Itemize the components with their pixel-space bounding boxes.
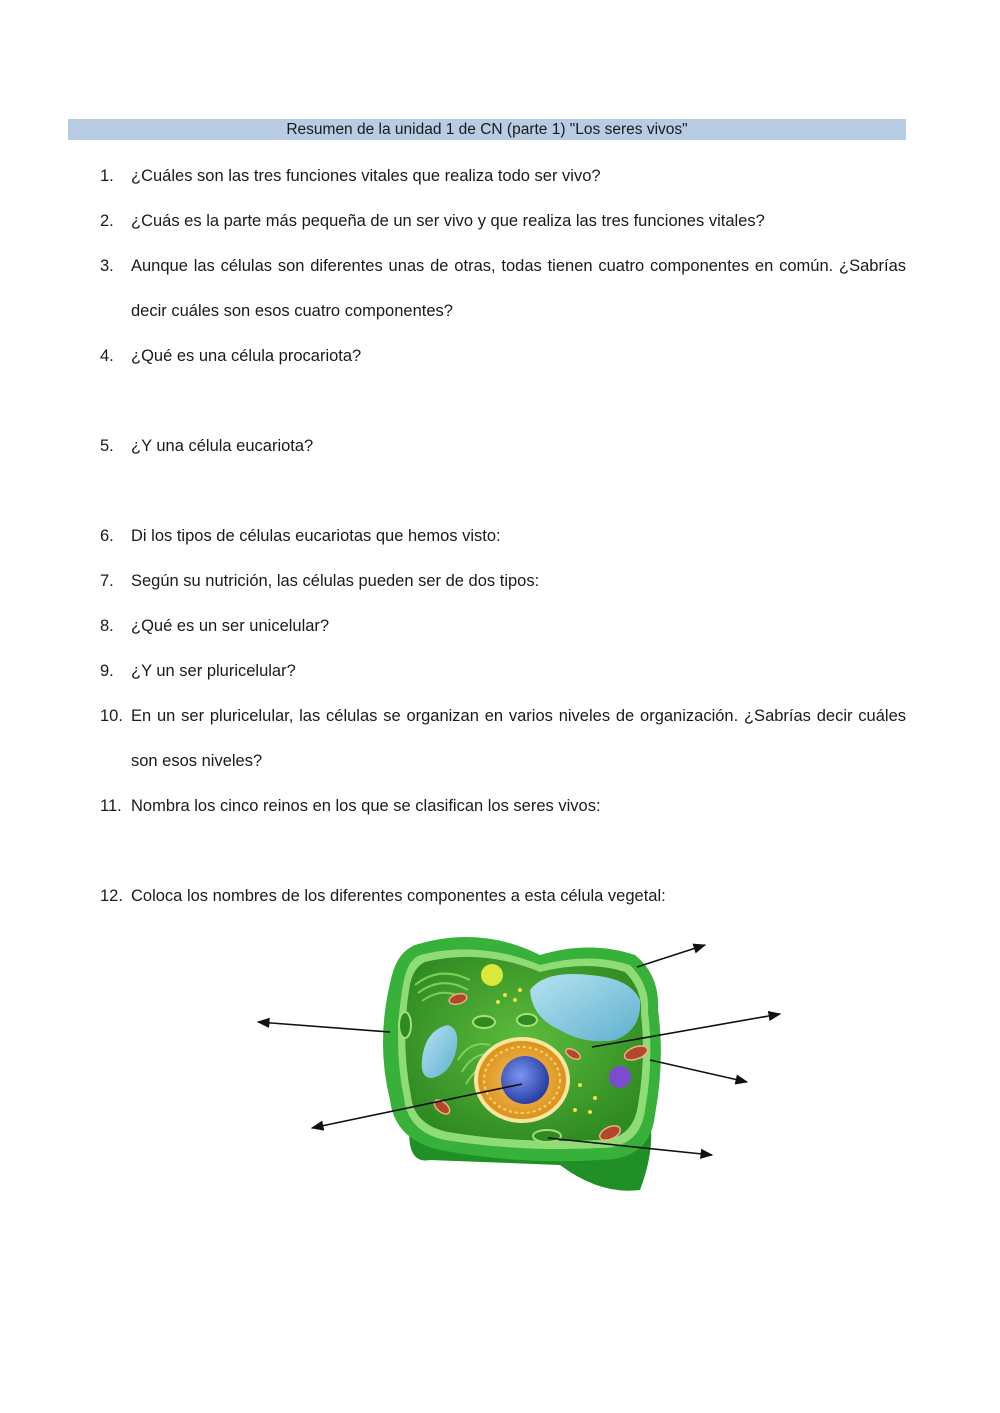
question-number: 12.: [100, 887, 123, 905]
question-text: Según su nutrición, las células pueden ser de dos tipos:: [131, 572, 540, 590]
nucleolus: [501, 1056, 549, 1104]
question-text: ¿Qué es una célula procariota?: [131, 347, 362, 365]
question-text: ¿Cuáles son las tres funciones vitales que realiza todo ser vivo?: [131, 167, 601, 185]
lysosome: [609, 1066, 631, 1088]
question-text-continued: son esos niveles?: [131, 752, 263, 770]
question-text: Coloca los nombres de los diferentes componentes a esta célula vegetal:: [131, 887, 666, 905]
question-number: 4.: [100, 347, 114, 365]
arrow-mitochondria: [650, 1060, 747, 1082]
question-number: 8.: [100, 617, 114, 635]
question-text: ¿Qué es un ser unicelular?: [131, 617, 330, 635]
question-text: ¿Y un ser pluricelular?: [131, 662, 296, 680]
question-number: 2.: [100, 212, 114, 230]
question-text: Nombra los cinco reinos en los que se clasifican los seres vivos:: [131, 797, 601, 815]
plant-cell-diagram: [240, 920, 800, 1210]
question-number: 9.: [100, 662, 114, 680]
question-number: 6.: [100, 527, 114, 545]
question-number: 3.: [100, 257, 114, 275]
vesicle: [481, 964, 503, 986]
arrow-membrane: [258, 1022, 390, 1032]
question-number: 10.: [100, 707, 123, 725]
question-text: En un ser pluricelular, las células se organizan en varios niveles de organización. ¿Sabrías decir cuáles: [131, 707, 906, 725]
question-text: Aunque las células son diferentes unas de otras, todas tienen cuatro componentes en común. ¿Sabrías: [131, 257, 906, 275]
question-text: ¿Cuás es la parte más pequeña de un ser vivo y que realiza las tres funciones vitales?: [131, 212, 765, 230]
question-number: 7.: [100, 572, 114, 590]
page-title: Resumen de la unidad 1 de CN (parte 1) "Los seres vivos": [68, 119, 906, 140]
arrow-cell-wall: [637, 945, 705, 967]
question-text: ¿Y una célula eucariota?: [131, 437, 314, 455]
question-text-continued: decir cuáles son esos cuatro componentes?: [131, 302, 453, 320]
question-text: Di los tipos de células eucariotas que hemos visto:: [131, 527, 501, 545]
question-number: 5.: [100, 437, 114, 455]
question-number: 11.: [100, 797, 122, 815]
question-number: 1.: [100, 167, 114, 185]
